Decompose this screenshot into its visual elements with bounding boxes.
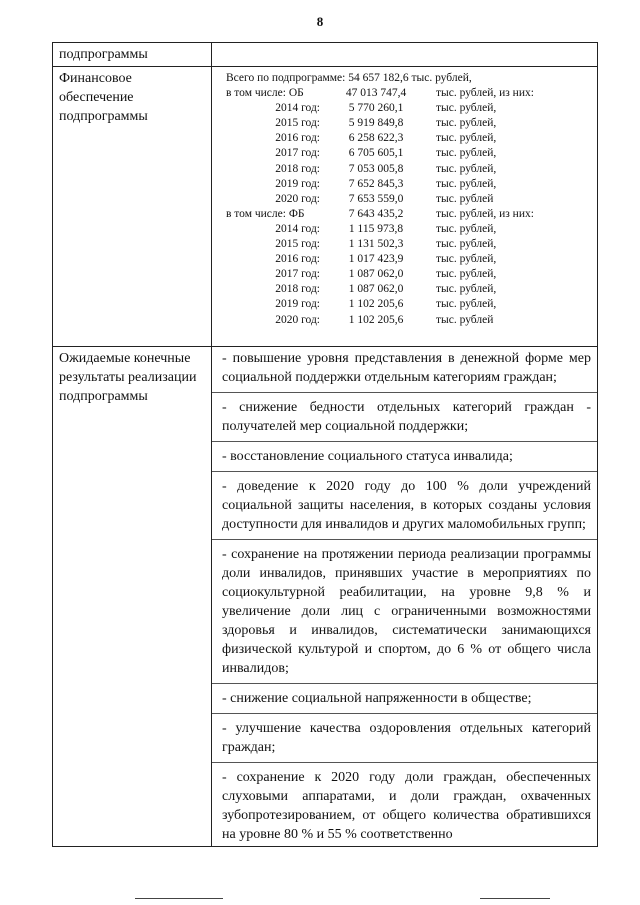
ob-year-row [226, 116, 591, 131]
ob-amount: 7 053 005,8 [348, 162, 404, 175]
result-item: - снижение бедности отдельных категорий граждан - получателей мер социальной поддержки; [222, 400, 591, 434]
ob-unit: тыс. рублей, [436, 147, 497, 160]
ob-year: 2014 год: [275, 102, 320, 115]
ob-unit: тыс. рублей, [436, 102, 497, 115]
ob-unit: тыс. рублей [436, 192, 494, 205]
fb-year-row [226, 267, 591, 282]
fb-year-row [226, 237, 591, 252]
footer-line-left [135, 898, 223, 899]
fb-unit: тыс. рублей, [436, 283, 497, 296]
ob-amount: 5 919 849,8 [348, 117, 404, 130]
table-row-financing [53, 67, 598, 347]
fb-year-row [226, 313, 591, 328]
results-list [212, 347, 598, 847]
ob-year-row [226, 162, 591, 177]
ob-head-unit: тыс. рублей, из них: [436, 87, 534, 100]
result-item: - доведение к 2020 году до 100 % доли учреждений социальной защиты населения, в которых созданы условия доступности для инвалидов и других маломобильных групп; [222, 479, 591, 532]
fb-head-amount: 7 643 435,2 [348, 207, 404, 220]
fb-year: 2016 год: [275, 253, 320, 266]
ob-amount: 5 770 260,1 [348, 102, 404, 115]
result-item: - повышение уровня представления в денежной форме мер социальной поддержки отдельным категориям граждан; [222, 351, 591, 385]
fb-year: 2018 год: [275, 283, 320, 296]
ob-year-row [226, 146, 591, 161]
fb-unit: тыс. рублей, [436, 222, 497, 235]
fb-unit: тыс. рублей, [436, 298, 497, 311]
row-label-subprogram: подпрограммы [53, 43, 212, 67]
ob-unit: тыс. рублей, [436, 162, 497, 175]
ob-year-row [226, 101, 591, 116]
ob-amount: 7 652 845,3 [348, 177, 404, 190]
fb-year: 2015 год: [275, 238, 320, 251]
ob-head-amount: 47 013 747,4 [345, 87, 407, 100]
fb-unit: тыс. рублей, [436, 268, 497, 281]
result-item: - сохранение к 2020 году доли граждан, обеспеченных слуховыми аппаратами, и доли граждан, охваченных зубопротезированием, от общего количества обратившихся на уровне 80 % и 55 % соответственно [222, 770, 591, 842]
fb-year: 2017 год: [275, 268, 320, 281]
fb-amount: 1 102 205,6 [348, 298, 404, 311]
ob-amount: 6 705 605,1 [348, 147, 404, 160]
fb-unit: тыс. рублей, [436, 253, 497, 266]
fb-unit: тыс. рублей, [436, 238, 497, 251]
fb-year-row [226, 222, 591, 237]
ob-year: 2017 год: [275, 147, 320, 160]
ob-year-row [226, 192, 591, 207]
item-separator [212, 762, 597, 763]
fb-amount: 1 017 423,9 [348, 253, 404, 266]
row-label-financing: Финансовое обеспечение подпрограммы [53, 67, 212, 347]
item-separator [212, 539, 597, 540]
ob-unit: тыс. рублей, [436, 177, 497, 190]
fb-block [226, 207, 591, 328]
ob-year: 2015 год: [275, 117, 320, 130]
page-number: 8 [316, 14, 324, 29]
ob-unit: тыс. рублей, [436, 132, 497, 145]
result-item: - снижение социальной напряженности в обществе; [222, 691, 532, 706]
financing-block [212, 67, 598, 347]
fb-amount: 1 087 062,0 [348, 283, 404, 296]
subprogram-passport-table [52, 42, 598, 847]
ob-amount: 7 653 559,0 [348, 192, 404, 205]
result-item: - улучшение качества оздоровления отдельных категорий граждан; [222, 721, 591, 755]
footer-line-right [480, 898, 550, 899]
ob-year-row [226, 177, 591, 192]
fb-head-label: в том числе: ФБ [226, 207, 305, 220]
fb-head-unit: тыс. рублей, из них: [436, 207, 534, 220]
table-row-results [53, 347, 598, 847]
item-separator [212, 713, 597, 714]
ob-head-label: в том числе: ОБ [226, 87, 304, 100]
result-item: - сохранение на протяжении периода реализации программы доли инвалидов, принявших участие в мероприятиях по социокультурной реабилитации, на уровне 9,8 % и увеличение доли лиц с ограниченными возможностями здоровья и инвалидов, систематически занимающихся физической культурой и спортом, до 6 % от общего числа инвалидов; [222, 547, 591, 676]
fb-unit: тыс. рублей [436, 313, 494, 326]
ob-head-row [226, 86, 591, 101]
ob-year: 2019 год: [275, 177, 320, 190]
fb-year-row [226, 297, 591, 312]
ob-amount: 6 258 622,3 [348, 132, 404, 145]
table-row [53, 43, 598, 67]
ob-year-row [226, 131, 591, 146]
ob-year: 2018 год: [275, 162, 320, 175]
ob-year: 2020 год: [275, 192, 320, 205]
item-separator [212, 683, 597, 684]
row-label-results: Ожидаемые конечные результаты реализации подпрограммы [53, 347, 212, 847]
ob-year: 2016 год: [275, 132, 320, 145]
fb-year: 2019 год: [275, 298, 320, 311]
fb-head-row [226, 207, 591, 222]
fb-amount: 1 102 205,6 [348, 313, 404, 326]
fb-amount: 1 087 062,0 [348, 268, 404, 281]
ob-block [226, 86, 591, 207]
financing-total: Всего по подпрограмме: 54 657 182,6 тыс. рублей, [226, 72, 472, 84]
fb-year: 2020 год: [275, 313, 320, 326]
fb-year-row [226, 282, 591, 297]
result-item: - восстановление социального статуса инвалида; [222, 449, 513, 464]
fb-amount: 1 131 502,3 [348, 238, 404, 251]
item-separator [212, 471, 597, 472]
item-separator [212, 441, 597, 442]
fb-year-row [226, 252, 591, 267]
item-separator [212, 392, 597, 393]
row-value-empty [212, 43, 598, 67]
fb-year: 2014 год: [275, 222, 320, 235]
ob-unit: тыс. рублей, [436, 117, 497, 130]
fb-amount: 1 115 973,8 [348, 222, 404, 235]
